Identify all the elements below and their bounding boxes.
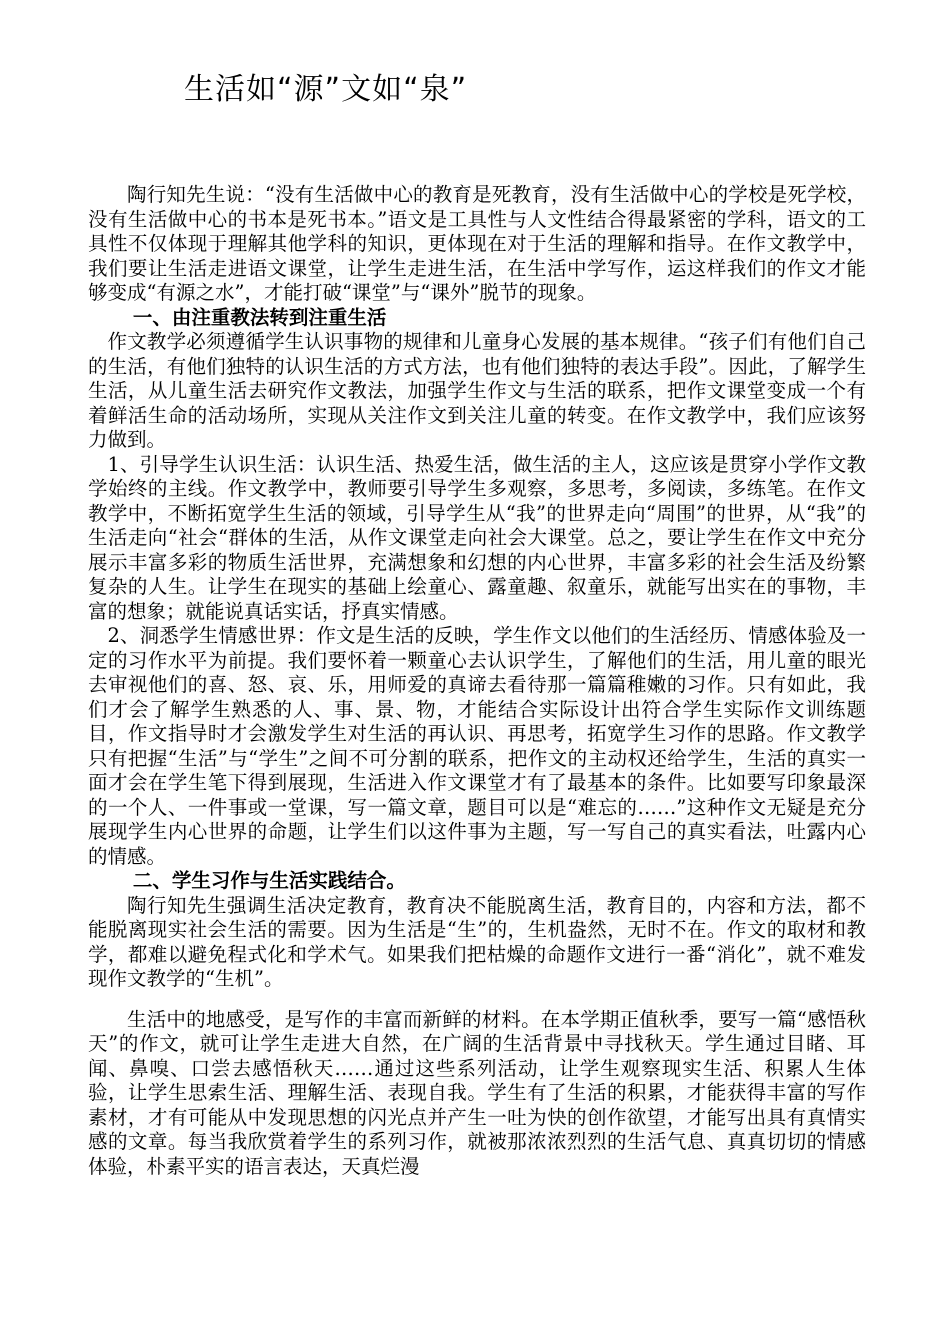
intro-paragraph: 陶行知先生说：“没有生活做中心的教育是死教育，没有生活做中心的学校是死学校，没有生活做中心的书本是死书本。”语文是工具性与人文性结合得最紧密的学科，语文的工具性不仅体现于理解其他学科的知识，更体现在对于生活的理解和指导。在作文教学中，我们要让生活走进语文课堂，让学生走进生活，在生活中学写作，运这样我们的作文才能够变成“有源之水”，才能打破“课堂”与“课外”脱节的现象。: [88, 183, 866, 304]
document-body: [88, 183, 866, 1179]
body-paragraph-2: 1、引导学生认识生活：认识生活、热爱生活，做生活的主人，这应该是贯穿小学作文教学始终的主线。作文教学中，教师要引导学生多观察，多思考，多阅读，多练笔。在作文教学中，不断拓宽学生生活的领域，引导学生从“我”的世界走向“周围”的世界，从“我”的生活走向“社会“群体的生活，从作文课堂走向社会大课堂。总之，要让学生在作文中充分展示丰富多彩的物质生活世界，充满想象和幻想的内心世界，丰富多彩的社会生活及纷繁复杂的人生。让学生在现实的基础上绘童心、露童趣、叙童乐，就能写出实在的事物，丰富的想象；就能说真话实话，抒真实情感。: [88, 452, 866, 623]
body-paragraph-3: 2、洞悉学生情感世界：作文是生活的反映，学生作文以他们的生活经历、情感体验及一定的习作水平为前提。我们要怀着一颗童心去认识学生，了解他们的生活，用儿童的眼光去审视他们的喜、怒、哀、乐，用师爱的真谛去看待那一篇篇稚嫩的习作。只有如此，我们才会了解学生熟悉的人、事、景、物，才能结合实际设计出符合学生实际作文训练题目，作文指导时才会激发学生对生活的再认识、再思考，拓宽学生习作的思路。作文教学只有把握“生活”与“学生”之间不可分割的联系，把作文的主动权还给学生，生活的真实一面才会在学生笔下得到展现，生活进入作文课堂才有了最基本的条件。比如要写印象最深的一个人、一件事或一堂课，写一篇文章，题目可以是“难忘的……”这种作文无疑是充分展现学生内心世界的命题，让学生们以这件事为主题，写一写自己的真实看法，吐露内心的情感。: [88, 624, 866, 868]
section-heading-2: 二、学生习作与生活实践结合。: [132, 869, 406, 892]
section-heading-1: 一、由注重教法转到注重生活: [132, 305, 387, 329]
body-paragraph-1: 作文教学必须遵循学生认识事物的规律和儿童身心发展的基本规律。“孩子们有他们自己的生活，有他们独特的认识生活的方式方法，也有他们独特的表达手段”。因此，了解学生生活，从儿童生活去研究作文教法，加强学生作文与生活的联系，把作文课堂变成一个有着鲜活生命的活动场所，实现从关注作文到关注儿童的转变。在作文教学中，我们应该努力做到。: [88, 330, 866, 451]
body-paragraph-5: 生活中的地感受，是写作的丰富而新鲜的材料。在本学期正值秋季，要写一篇“感悟秋天”的作文，就可让学生走进大自然，在广阔的生活背景中寻找秋天。学生通过目睹、耳闻、鼻嗅、口尝去感悟秋天……通过这些系列活动，让学生观察现实生活、积累人生体验，让学生思索生活、理解生活、表现自我。学生有了生活的积累，才能获得丰富的写作素材，才有可能从中发现思想的闪光点并产生一吐为快的创作欲望，才能写出具有真情实感的文章。每当我欣赏着学生的系列习作，就被那浓浓烈烈的生活气息、真真切切的情感体验，朴素平实的语言表达，天真烂漫: [88, 1007, 866, 1178]
document-title: 生活如“源”文如“泉”: [184, 72, 468, 107]
body-paragraph-4: 陶行知先生强调生活决定教育，教育决不能脱离生活，教育目的，内容和方法，都不能脱离现实社会生活的需要。因为生活是“生”的，生机盎然，无时不在。作文的取材和教学，都难以避免程式化和学术气。如果我们把枯燥的命题作文进行一番“消化”，就不难发现作文教学的“生机”。: [88, 893, 866, 990]
